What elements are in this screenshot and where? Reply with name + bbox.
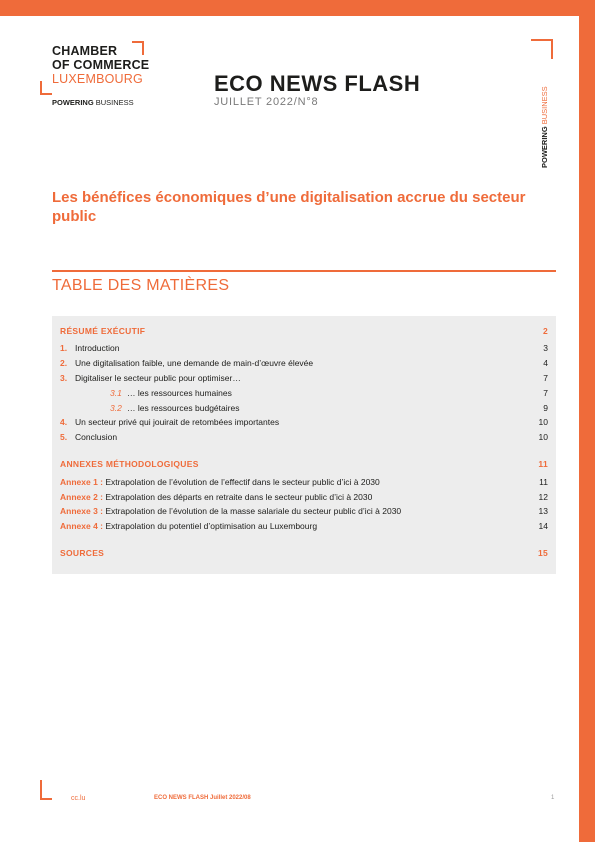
toc-page-number: 10 xyxy=(538,417,548,427)
toc-annex-number: Annexe 1 : xyxy=(60,477,103,487)
toc-entry-label: Extrapolation de l’évolution de l’effectif dans le secteur public d’ici à 2030 xyxy=(105,477,380,487)
toc-page-number: 4 xyxy=(543,358,548,368)
toc-page-number: 3 xyxy=(543,343,548,353)
chamber-of-commerce-logo[interactable] xyxy=(52,45,182,115)
toc-page-number: 15 xyxy=(537,548,548,558)
toc-page-number: 12 xyxy=(538,492,548,502)
toc-entry-number: 1. xyxy=(60,343,68,353)
toc-entry-annexe-4[interactable] xyxy=(60,521,548,531)
toc-entry-annexe-2[interactable] xyxy=(60,492,548,502)
logo-line-luxembourg: LUXEMBOURG xyxy=(52,72,143,86)
toc-entry-summary[interactable] xyxy=(60,326,548,336)
side-tagline-bold: POWERING xyxy=(540,126,549,168)
toc-entry-annexe-3[interactable] xyxy=(60,506,548,516)
table-of-contents xyxy=(52,316,556,574)
publication-issue: JUILLET 2022/N°8 xyxy=(214,96,319,108)
toc-entry-number: 3. xyxy=(60,373,68,383)
section-divider xyxy=(52,270,556,272)
side-tagline xyxy=(541,86,549,168)
toc-entry-label: ANNEXES MÉTHODOLOGIQUES xyxy=(60,459,199,469)
footer-corner-mark xyxy=(40,780,52,800)
toc-entry-annexe-1[interactable] xyxy=(60,477,548,487)
toc-page-number: 13 xyxy=(538,506,548,516)
article-title: Les bénéfices économiques d’une digitalisation accrue du secteur public xyxy=(52,189,526,225)
toc-annex-number: Annexe 4 : xyxy=(60,521,103,531)
toc-entry-label: Introduction xyxy=(75,343,120,353)
logo-tagline-bold: POWERING xyxy=(52,98,94,107)
footer-publication: ECO NEWS FLASH Juillet 2022/08 xyxy=(154,795,251,801)
toc-entry-3-1[interactable] xyxy=(110,388,548,398)
publication-title: ECO NEWS FLASH xyxy=(214,71,421,96)
toc-entry-5[interactable] xyxy=(60,432,548,442)
toc-entry-label: Extrapolation des départs en retraite dans le secteur public d’ici à 2030 xyxy=(105,492,373,502)
toc-entry-label: RÉSUMÉ EXÉCUTIF xyxy=(60,326,146,336)
toc-entry-label: Conclusion xyxy=(75,432,118,442)
side-corner-mark xyxy=(531,39,553,59)
toc-page-number: 11 xyxy=(539,477,548,487)
toc-page-number: 7 xyxy=(543,373,548,383)
toc-entry-2[interactable] xyxy=(60,358,548,368)
toc-page-number: 11 xyxy=(538,459,548,469)
toc-entry-number: 4. xyxy=(60,417,68,427)
side-tagline-rest: BUSINESS xyxy=(540,86,549,127)
toc-entry-label: Extrapolation du potentiel d’optimisation au Luxembourg xyxy=(105,521,318,531)
toc-page-number: 14 xyxy=(538,521,548,531)
right-accent-bar xyxy=(579,0,595,842)
toc-entry-label: Digitaliser le secteur public pour optimiser… xyxy=(75,373,241,383)
toc-annex-number: Annexe 2 : xyxy=(60,492,103,502)
top-accent-bar xyxy=(0,0,595,16)
toc-entry-label: … les ressources humaines xyxy=(127,388,232,398)
toc-entry-label: Un secteur privé qui jouirait de retombées importantes xyxy=(75,417,280,427)
toc-entry-label: Extrapolation de l’évolution de la masse salariale du secteur public d’ici à 2030 xyxy=(105,506,402,516)
toc-entry-3-2[interactable] xyxy=(110,403,548,413)
toc-entry-number: 3.1 xyxy=(110,388,122,398)
toc-entry-4[interactable] xyxy=(60,417,548,427)
toc-entry-number: 2. xyxy=(60,358,68,368)
toc-entry-number: 5. xyxy=(60,432,68,442)
logo-line-of-commerce: OF COMMERCE xyxy=(52,58,150,72)
footer-page-number: 1 xyxy=(551,795,555,801)
toc-entry-label: Une digitalisation faible, une demande de main-d’œuvre élevée xyxy=(75,358,314,368)
footer-website-link[interactable]: cc.lu xyxy=(71,795,86,802)
toc-entry-sources[interactable] xyxy=(60,548,548,558)
toc-entry-3[interactable] xyxy=(60,373,548,383)
toc-heading: TABLE DES MATIÈRES xyxy=(52,277,230,294)
toc-page-number: 9 xyxy=(543,403,548,413)
logo-tagline xyxy=(52,99,134,107)
logo-frame-corner-top-right xyxy=(132,41,144,55)
toc-entry-label: SOURCES xyxy=(60,548,105,558)
toc-entry-number: 3.2 xyxy=(110,403,122,413)
toc-entry-annexes[interactable] xyxy=(60,459,548,469)
toc-entry-1[interactable] xyxy=(60,343,548,353)
toc-page-number: 2 xyxy=(542,326,548,336)
toc-page-number: 10 xyxy=(538,432,548,442)
toc-page-number: 7 xyxy=(543,388,548,398)
toc-entry-label: … les ressources budgétaires xyxy=(127,403,240,413)
logo-frame-corner-bottom-left xyxy=(40,81,52,95)
logo-tagline-rest: BUSINESS xyxy=(93,98,134,107)
logo-line-chamber: CHAMBER xyxy=(52,44,118,58)
toc-annex-number: Annexe 3 : xyxy=(60,506,103,516)
